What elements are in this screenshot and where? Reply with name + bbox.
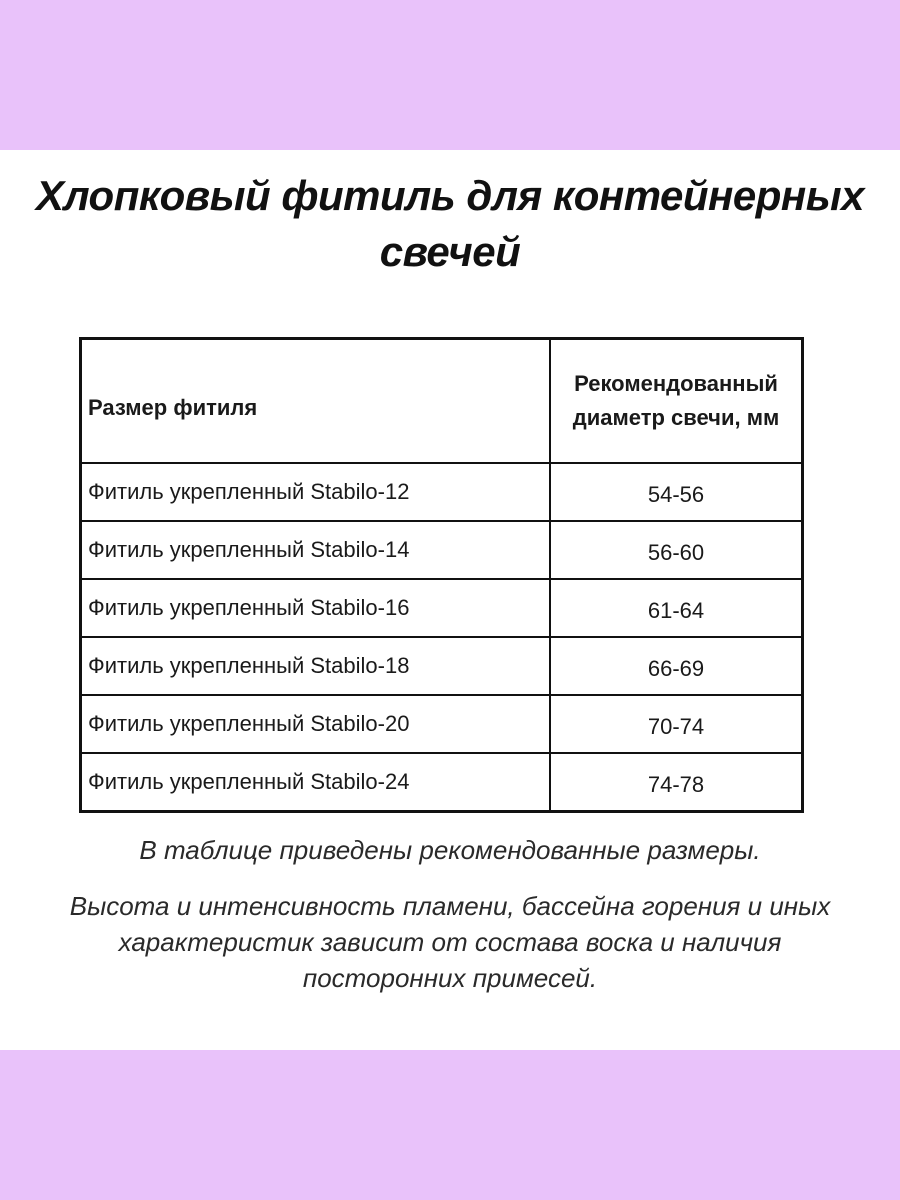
table-row [81, 463, 803, 521]
note-recommended-sizes: В таблице приведены рекомендованные размеры. [139, 835, 761, 865]
header-diameter-line2: диаметр свечи, мм [572, 405, 780, 430]
wick-name-cell: Фитиль укрепленный Stabilo-24 [81, 753, 551, 812]
header-candle-diameter [550, 339, 803, 464]
header-diameter-line1: Рекомендованный [574, 371, 778, 396]
table-row [81, 579, 803, 637]
diameter-cell: 54-56 [550, 463, 803, 521]
diameter-cell: 66-69 [550, 637, 803, 695]
diameter-cell: 61-64 [550, 579, 803, 637]
wick-name-cell: Фитиль укрепленный Stabilo-16 [81, 579, 551, 637]
wick-name-cell: Фитиль укрепленный Stabilo-14 [81, 521, 551, 579]
table-header-row [81, 339, 803, 464]
diameter-cell: 70-74 [550, 695, 803, 753]
note-flame-characteristics: Высота и интенсивность пламени, бассейна горения и иных характеристик зависит от состава воска и наличия посторонних примесей. [69, 891, 831, 993]
wick-size-table [79, 337, 804, 813]
header-wick-size: Размер фитиля [81, 339, 551, 464]
notes-block [40, 832, 860, 996]
bottom-decorative-band [0, 1050, 900, 1200]
table-row [81, 521, 803, 579]
diameter-cell: 74-78 [550, 753, 803, 812]
table-row [81, 753, 803, 812]
wick-name-cell: Фитиль укрепленный Stabilo-12 [81, 463, 551, 521]
top-decorative-band [0, 0, 900, 150]
table-row [81, 695, 803, 753]
wick-name-cell: Фитиль укрепленный Stabilo-20 [81, 695, 551, 753]
diameter-cell: 56-60 [550, 521, 803, 579]
page-title: Хлопковый фитиль для контейнерных свечей [35, 172, 865, 275]
table-row [81, 637, 803, 695]
wick-name-cell: Фитиль укрепленный Stabilo-18 [81, 637, 551, 695]
